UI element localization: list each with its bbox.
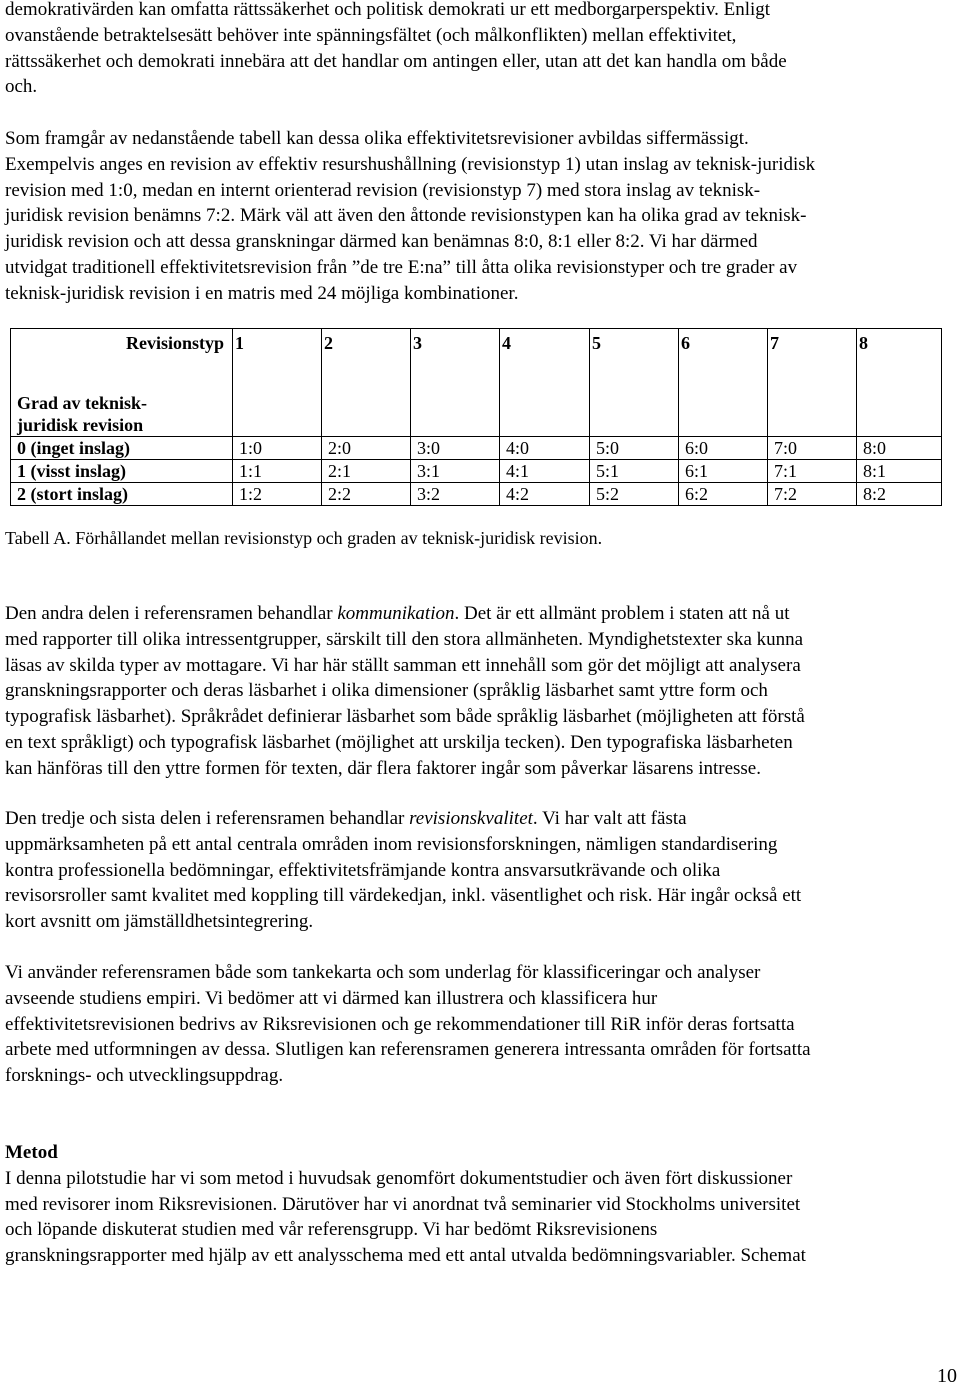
empty-cell	[679, 392, 768, 437]
emphasis-term: revisionskvalitet	[409, 808, 533, 829]
corner-label-line: Grad av teknisk-	[17, 393, 148, 413]
column-header: 1	[233, 329, 322, 393]
table-cell: 1:1	[233, 460, 322, 483]
column-header: 7	[768, 329, 857, 393]
table-cell: 8:0	[857, 437, 942, 460]
column-header: 6	[679, 329, 768, 393]
paragraph-revisionskvalitet	[5, 806, 801, 935]
table-caption: Tabell A. Förhållandet mellan revisionstyp och graden av teknisk-juridisk revision.	[5, 528, 603, 548]
table-cell: 1:2	[233, 483, 322, 506]
table-cell: 7:2	[768, 483, 857, 506]
text-line: läsas av skilda typer av mottagare. Vi har här ställt samman ett innehåll som gör det möjligt att analysera	[5, 654, 801, 676]
section-metod	[5, 1140, 806, 1269]
table-cell: 4:2	[500, 483, 590, 506]
corner-header-grad	[11, 392, 233, 437]
table-cell: 2:2	[322, 483, 411, 506]
text-line: granskningsrapporter med hjälp av ett analysschema med ett antal utvalda bedömningsvariabler. Schemat	[5, 1245, 806, 1267]
table-cell: 6:2	[679, 483, 768, 506]
emphasis-term: kommunikation	[337, 603, 455, 624]
table-cell: 7:1	[768, 460, 857, 483]
table-row	[11, 460, 942, 483]
table-cell: 2:0	[322, 437, 411, 460]
text-line: forsknings- och utvecklingsuppdrag.	[5, 1065, 284, 1087]
page-number: 10	[937, 1365, 957, 1387]
table-cell: 3:1	[411, 460, 500, 483]
text-line: effektivitetsrevisionen bedrivs av Riksrevisionen och ge rekommendationer till RiR inför deras fortsatta	[5, 1013, 795, 1035]
corner-label-line: juridisk revision	[17, 415, 144, 435]
empty-cell	[322, 392, 411, 437]
table-row	[11, 437, 942, 460]
text-line: arbete med utformningen av dessa. Slutligen kan referensramen generera intressanta områden för fortsatta	[5, 1039, 811, 1061]
text-line: I denna pilotstudie har vi som metod i huvudsak genomfört dokumentstudier och även fört diskussioner	[5, 1167, 793, 1189]
corner-header-revisionstyp: Revisionstyp	[11, 329, 233, 393]
text-span: . Det är ett allmänt problem i staten att nå ut	[454, 603, 790, 624]
empty-cell	[590, 392, 679, 437]
text-line: kontra professionella bedömningar, effektivitetsfrämjande kontra ansvarsutkrävande och olika	[5, 859, 721, 881]
text-line: med revisorer inom Riksrevisionen. Därutöver har vi anordnat två seminarier vid Stockholms universitet	[5, 1193, 801, 1215]
text-line: utvidgat traditionell effektivitetsrevision från ”de tre E:na” till åtta olika revisionstyper och tre grader av	[5, 256, 798, 278]
empty-cell	[857, 392, 942, 437]
table-cell: 5:2	[590, 483, 679, 506]
text-line: med rapporter till olika intressentgrupper, särskilt till den stora allmänheten. Myndighetstexter ska kunna	[5, 628, 804, 650]
table-cell: 8:2	[857, 483, 942, 506]
section-heading: Metod	[5, 1142, 58, 1163]
table-subheader-row	[11, 392, 942, 437]
text-line: revisorsroller samt kvalitet med koppling till värdekedjan, inkl. väsentlighet och risk. Här ingår också ett	[5, 885, 802, 907]
empty-cell	[500, 392, 590, 437]
table-cell: 2:1	[322, 460, 411, 483]
table-cell: 4:1	[500, 460, 590, 483]
text-line: och.	[5, 76, 38, 98]
text-line: kort avsnitt om jämställdhetsintegrering.	[5, 911, 314, 933]
text-line: juridisk revision benämns 7:2. Märk väl att även den åttonde revisionstypen kan ha olika grad av teknisk-	[5, 205, 807, 227]
text-line: uppmärksamheten på ett antal centrala områden inom revisionsforskningen, nämligen standardisering	[5, 833, 778, 855]
text-line	[5, 806, 801, 832]
row-label: 0 (inget inslag)	[11, 437, 233, 460]
paragraph-table-intro	[5, 126, 815, 307]
column-header: 2	[322, 329, 411, 393]
text-span: Den tredje och sista delen i referensramen behandlar	[5, 808, 410, 829]
row-label: 2 (stort inslag)	[11, 483, 233, 506]
text-span: . Vi har valt att fästa	[532, 808, 687, 829]
text-line: rättssäkerhet och demokrati innebära att det handlar om antingen eller, utan att det kan handla om både	[5, 50, 787, 72]
text-line: Vi använder referensramen både som tankekarta och som underlag för klassificeringar och analyser	[5, 962, 761, 983]
text-line: granskningsrapporter och deras läsbarhet i olika dimensioner (språklig läsbarhet samt yttre form och	[5, 680, 768, 702]
text-line: typografisk läsbarhet). Språkrådet definierar läsbarhet som både språklig läsbarhet (möjligheten att förstå	[5, 706, 805, 728]
text-line: Exempelvis anges en revision av effektiv resurshushållning (revisionstyp 1) utan inslag av teknisk-juridisk	[5, 153, 816, 175]
column-header: 8	[857, 329, 942, 393]
column-header: 4	[500, 329, 590, 393]
paragraph-kommunikation	[5, 601, 805, 782]
text-line: demokrativärden kan omfatta rättssäkerhet och politisk demokrati ur ett medborgarperspektiv. Enligt	[5, 0, 771, 20]
text-line: Som framgår av nedanstående tabell kan dessa olika effektivitetsrevisioner avbildas siffermässigt.	[5, 128, 749, 149]
table-cell: 6:1	[679, 460, 768, 483]
table-cell: 5:1	[590, 460, 679, 483]
text-line: avseende studiens empiri. Vi bedömer att vi därmed kan illustrera och klassificera hur	[5, 987, 658, 1009]
empty-cell	[411, 392, 500, 437]
text-line: juridisk revision och att dessa granskningar därmed kan benämnas 8:0, 8:1 eller 8:2. Vi har därmed	[5, 231, 758, 253]
table-cell: 1:0	[233, 437, 322, 460]
empty-cell	[233, 392, 322, 437]
column-header: 3	[411, 329, 500, 393]
table-cell: 6:0	[679, 437, 768, 460]
table-row	[11, 483, 942, 506]
text-line: en text språkligt) och typografisk läsbarhet (möjlighet att urskilja tecken). Den typografiska läsbarheten	[5, 731, 793, 753]
table-cell: 3:2	[411, 483, 500, 506]
table-cell: 4:0	[500, 437, 590, 460]
text-span: Den andra delen i referensramen behandlar	[5, 603, 338, 624]
revision-matrix-table	[10, 328, 942, 506]
paragraph-demokrativarden	[5, 0, 787, 100]
row-label: 1 (visst inslag)	[11, 460, 233, 483]
table-cell: 8:1	[857, 460, 942, 483]
table-cell: 5:0	[590, 437, 679, 460]
empty-cell	[768, 392, 857, 437]
table-cell: 3:0	[411, 437, 500, 460]
text-line: kan hänföras till den yttre formen för texten, där flera faktorer ingår som påverkar läsarens intresse.	[5, 757, 761, 779]
paragraph-tankekarta	[5, 960, 811, 1089]
table-cell: 7:0	[768, 437, 857, 460]
column-header: 5	[590, 329, 679, 393]
text-line: revision med 1:0, medan en internt orienterad revision (revisionstyp 7) med stora inslag av teknisk-	[5, 179, 761, 201]
text-line: och löpande diskuterat studien med vår referensgrupp. Vi har bedömt Riksrevisionens	[5, 1219, 658, 1241]
text-line	[5, 601, 805, 627]
text-line: teknisk-juridisk revision i en matris med 24 möjliga kombinationer.	[5, 282, 519, 304]
text-line: ovanstående betraktelsesätt behöver inte spänningsfältet (och målkonflikten) mellan effektivitet,	[5, 24, 737, 46]
table-header-row	[11, 329, 942, 393]
